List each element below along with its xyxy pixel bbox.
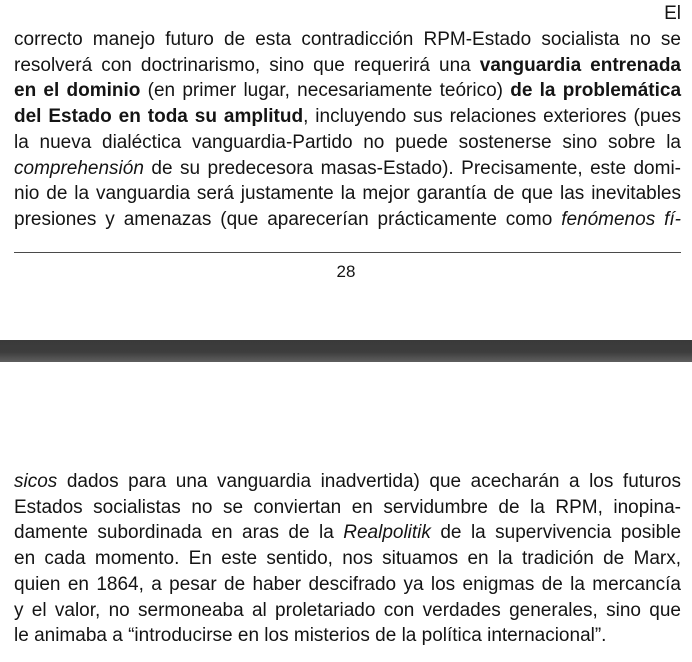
italic-text-run: sicos xyxy=(14,471,58,492)
text-run: presiones y amenazas (que aparecerían prácticamente como xyxy=(14,208,562,230)
text-line xyxy=(14,598,681,624)
text-run: damente subordinada en aras de la xyxy=(14,522,344,544)
text-run: le animaba a “introducirse en los misterios de la política internacional”. xyxy=(14,625,607,647)
text-line xyxy=(14,156,681,182)
text-line xyxy=(14,546,681,572)
text-line xyxy=(14,78,681,104)
text-run: Estados socialistas no se conviertan en servidumbre de la RPM, inopina- xyxy=(14,496,681,518)
italic-text-run: fenómenos fí- xyxy=(561,208,681,230)
text-run: resolverá con doctrinarismo, sino que requerirá una xyxy=(14,54,480,76)
text-run: correcto manejo futuro de esta contradicción RPM-Estado socialista no se xyxy=(14,29,681,50)
page-top-text-block xyxy=(14,27,681,233)
italic-text-run: Realpolitik xyxy=(343,522,431,544)
bold-text-run: del Estado en toda su amplitud xyxy=(14,106,304,128)
text-line xyxy=(14,53,681,79)
page-bottom-text-block xyxy=(14,469,681,649)
text-run: de la supervivencia posible xyxy=(430,522,682,544)
page-break-divider xyxy=(0,340,692,362)
text-run: en cada momento. En este sentido, nos situamos en la tradición de Marx, xyxy=(14,548,681,570)
text-run: de su predecesora masas-Estado). Precisamente, este domi- xyxy=(143,157,681,179)
text-run: nio de la vanguardia será justamente la mejor garantía de que las inevitables xyxy=(14,183,681,205)
text-line xyxy=(14,104,681,130)
carryover-word: El xyxy=(664,3,681,24)
text-line xyxy=(14,495,681,521)
bold-text-run: vanguardia entrenada xyxy=(479,54,681,76)
text-run: quien en 1864, a pesar de haber descifrado ya los enigmas de la mercancía xyxy=(14,573,681,595)
italic-text-run: comprehensión xyxy=(14,157,144,179)
text-line xyxy=(14,469,681,495)
text-line xyxy=(14,181,681,207)
text-run: y el valor, no sermoneaba al proletariado con verdades generales, sino que xyxy=(14,599,681,621)
text-line xyxy=(14,27,681,53)
bold-text-run: en el dominio xyxy=(14,80,141,102)
page-number: 28 xyxy=(336,262,356,281)
text-line xyxy=(14,520,681,546)
text-run: , incluyendo sus relaciones exteriores (pues xyxy=(303,106,682,128)
text-run: la nueva dialéctica vanguardia-Partido no puede sostenerse sino sobre la xyxy=(14,131,681,153)
text-line xyxy=(14,130,681,156)
text-line xyxy=(14,572,681,598)
footer-rule xyxy=(14,252,681,253)
text-run: dados para una vanguardia inadvertida) que acecharán a los futuros xyxy=(57,471,681,492)
text-run: (en primer lugar, necesariamente teórico) xyxy=(140,80,511,102)
text-line xyxy=(14,207,681,233)
bold-text-run: de la problemática xyxy=(510,80,682,102)
text-line xyxy=(14,623,681,649)
